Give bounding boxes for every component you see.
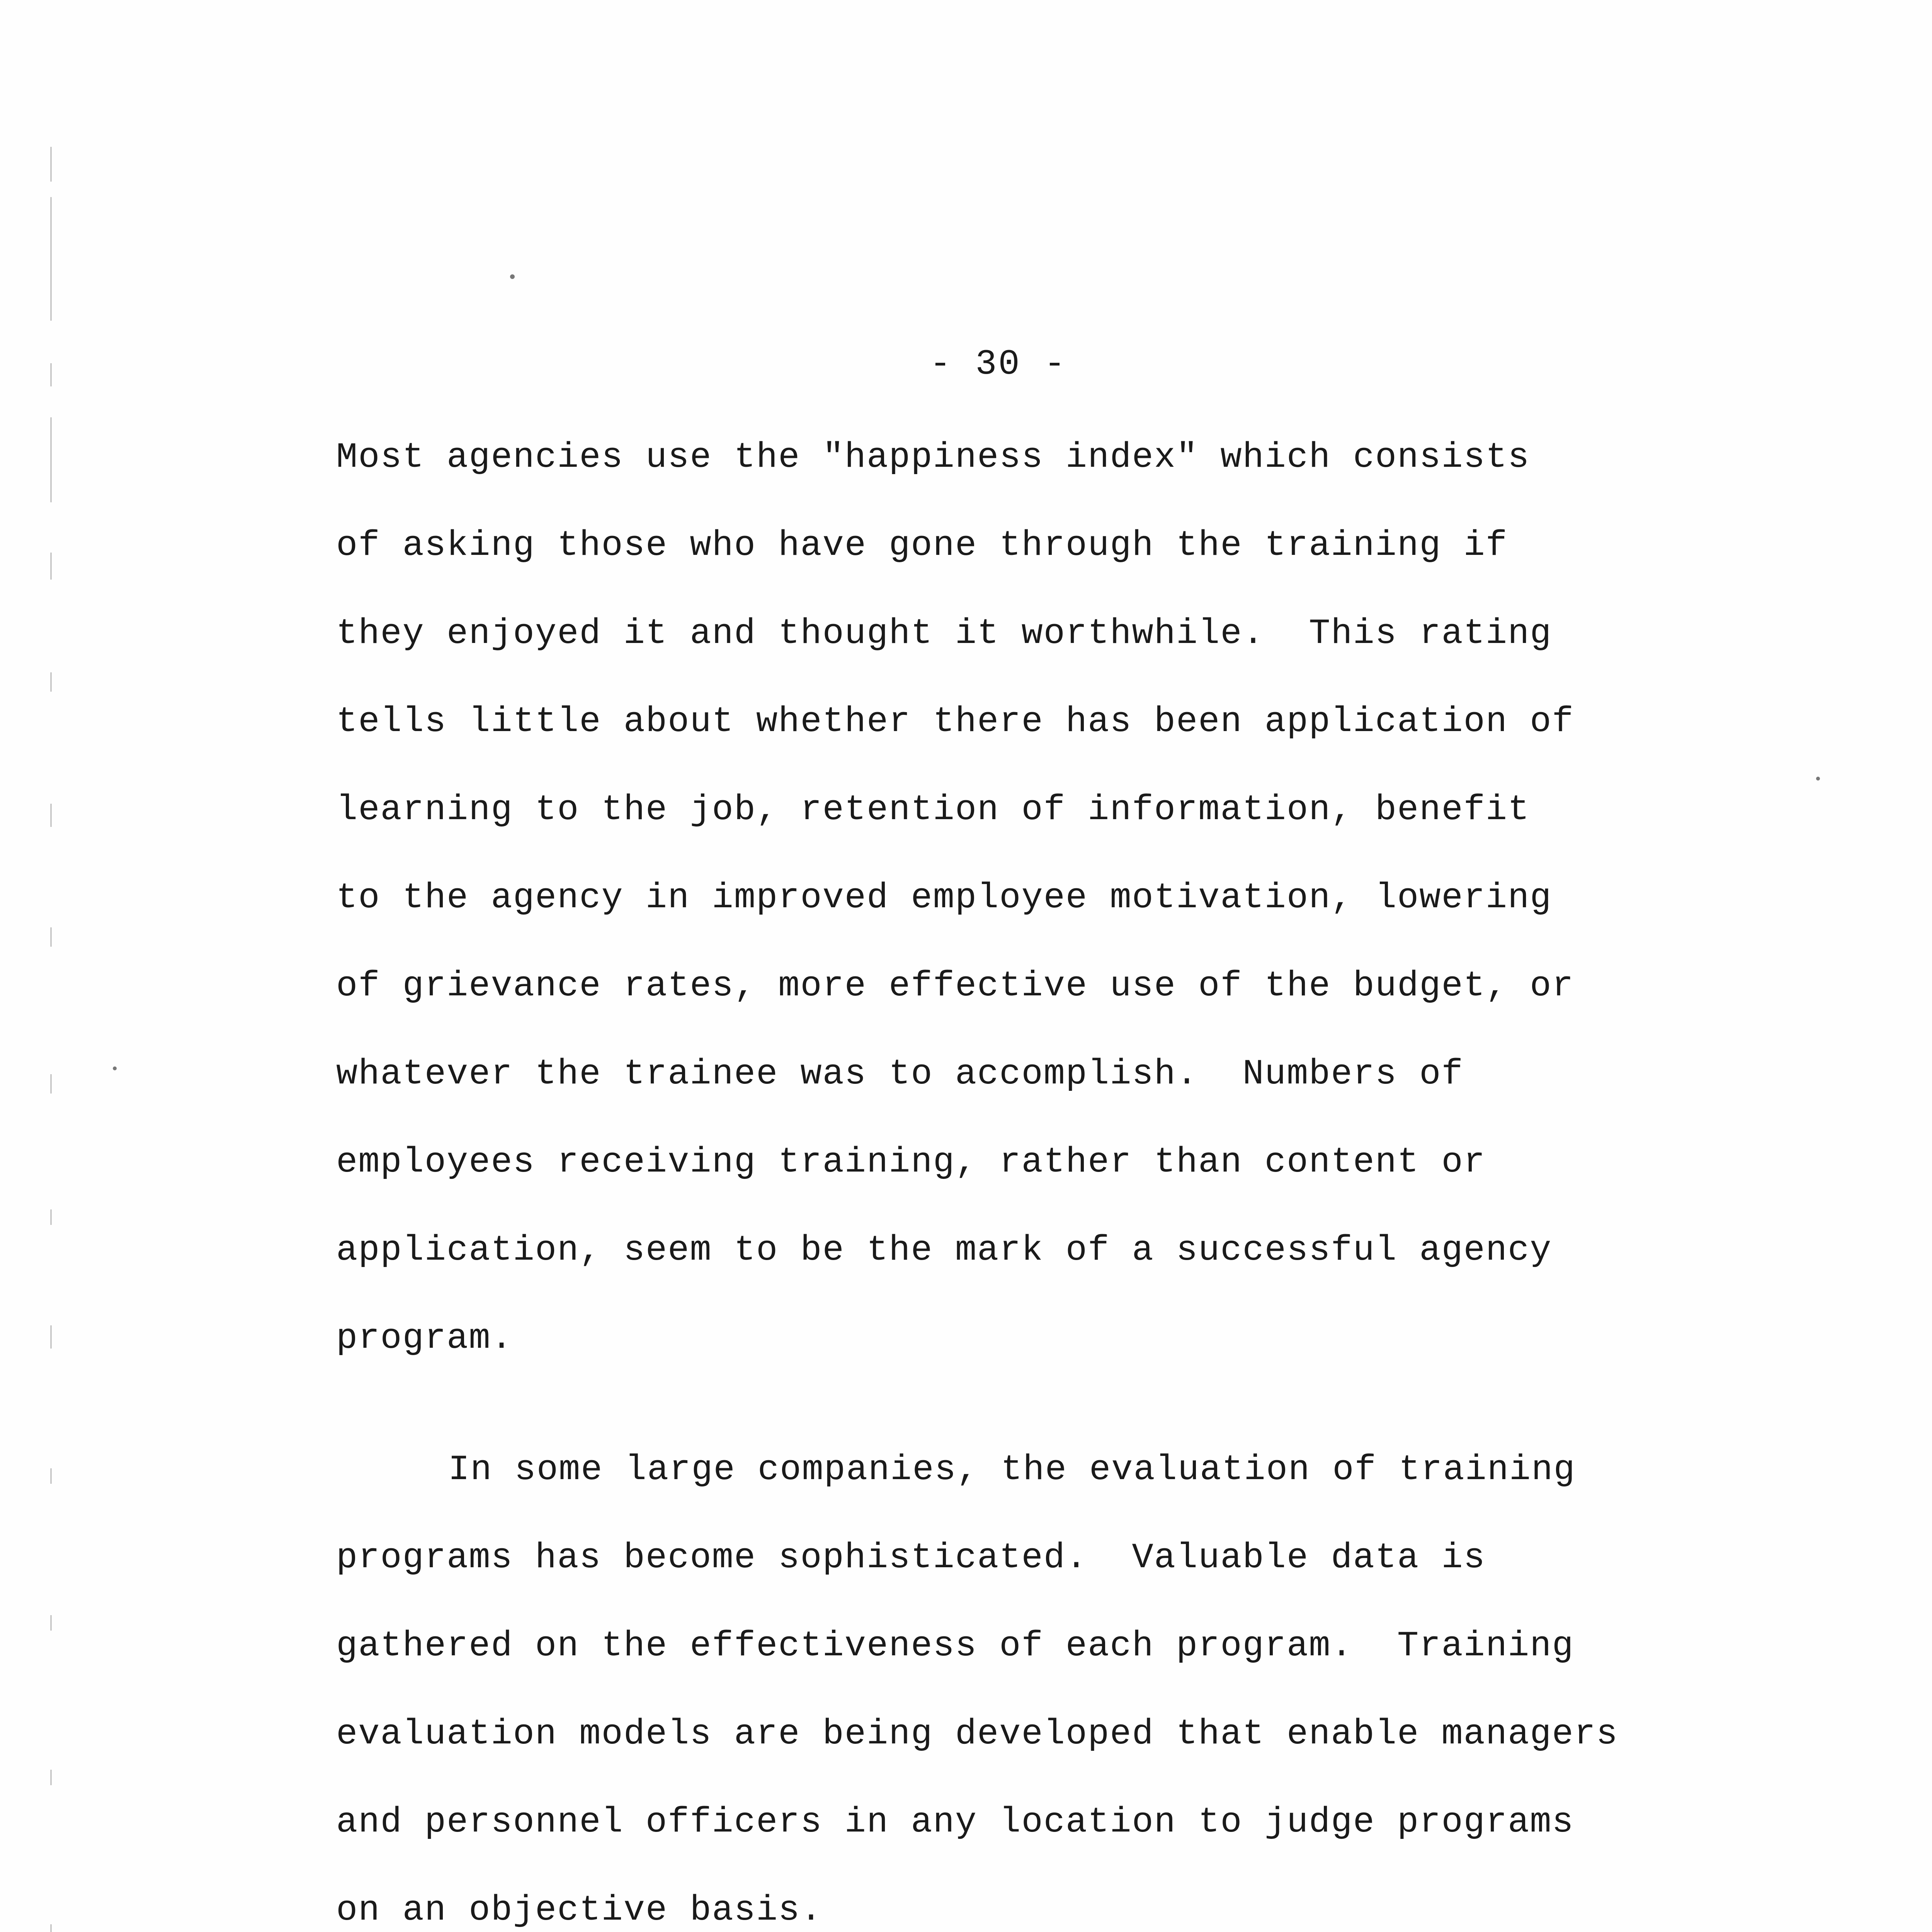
text-line: they enjoyed it and thought it worthwhile. This rating <box>336 613 1552 654</box>
text-line: learning to the job, retention of information, benefit <box>336 789 1530 830</box>
scan-speck <box>1816 777 1820 781</box>
text-line: whatever the trainee was to accomplish. Numbers of <box>336 1054 1464 1094</box>
paragraph-1 <box>336 413 1804 1383</box>
text-line: gathered on the effectiveness of each program. Training <box>336 1626 1574 1666</box>
text-line: employees receiving training, rather than content or <box>336 1142 1486 1182</box>
scan-margin-artifacts <box>50 147 97 1932</box>
text-line: application, seem to be the mark of a successful agency <box>336 1230 1552 1270</box>
scan-speck <box>113 1066 117 1070</box>
text-line: to the agency in improved employee motivation, lowering <box>336 878 1552 918</box>
text-line: of grievance rates, more effective use of the budget, or <box>336 966 1574 1006</box>
text-line: programs has become sophisticated. Valuable data is <box>336 1537 1486 1578</box>
text-line: Most agencies use the "happiness index" which consists <box>336 437 1530 478</box>
text-line: evaluation models are being developed that enable managers <box>336 1714 1619 1754</box>
paragraph-2 <box>336 1426 1804 1932</box>
text-line: on an objective basis. <box>336 1890 823 1930</box>
text-line: program. <box>336 1318 513 1359</box>
text-line: In some large companies, the evaluation of training <box>448 1449 1576 1490</box>
scan-speck <box>510 274 515 279</box>
text-line: of asking those who have gone through the training if <box>336 525 1508 566</box>
page-number: - 30 - <box>929 344 1067 384</box>
text-line: tells little about whether there has been application of <box>336 701 1574 742</box>
text-line: and personnel officers in any location to judge programs <box>336 1802 1574 1842</box>
